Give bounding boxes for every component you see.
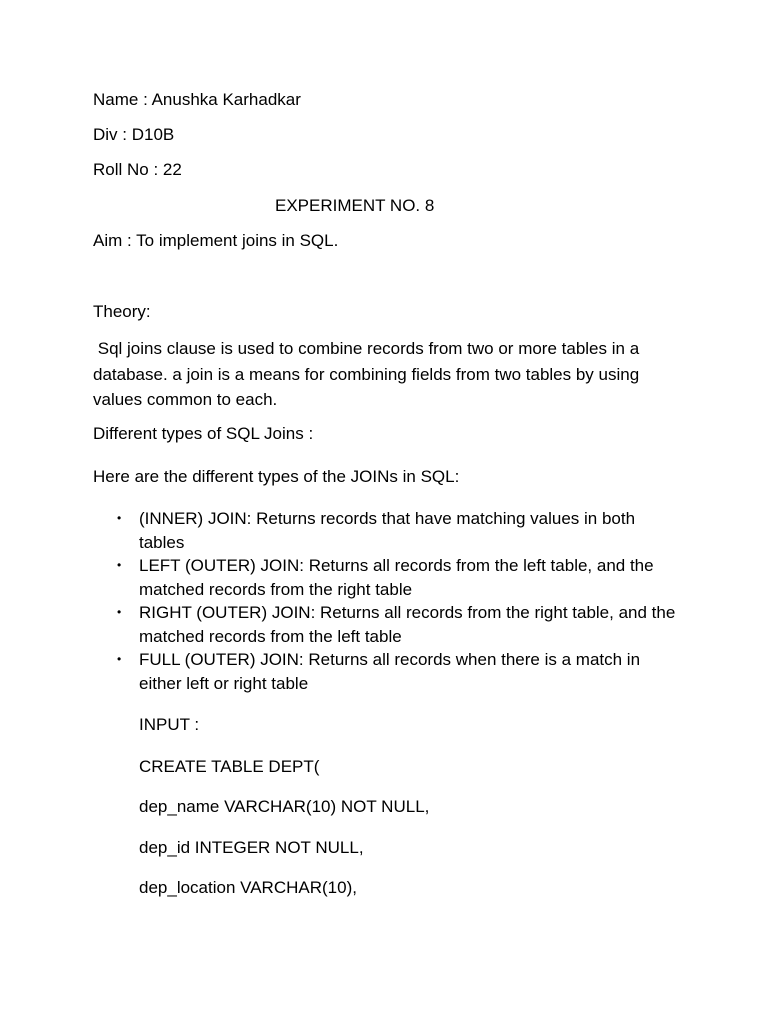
experiment-title: EXPERIMENT NO. 8 — [275, 196, 435, 215]
bullet-icon: • — [117, 511, 122, 525]
join-description: FULL (OUTER) JOIN: Returns all records when there is a match in either left or right table — [139, 650, 641, 693]
theory-heading: Theory: — [93, 302, 151, 321]
join-description: (INNER) JOIN: Returns records that have matching values in both tables — [139, 509, 636, 552]
list-item — [93, 554, 683, 601]
roll-number: Roll No : 22 — [93, 160, 182, 179]
join-description: RIGHT (OUTER) JOIN: Returns all records from the right table, and the matched records from the left table — [139, 603, 676, 646]
join-description: LEFT (OUTER) JOIN: Returns all records from the left table, and the matched records from the right table — [139, 556, 654, 599]
aim-line: Aim : To implement joins in SQL. — [93, 231, 339, 250]
code-line: dep_name VARCHAR(10) NOT NULL, — [139, 797, 430, 816]
join-types-intro: Here are the different types of the JOINs in SQL: — [93, 467, 460, 486]
bullet-icon: • — [117, 652, 122, 666]
list-item — [93, 507, 683, 554]
join-types-list — [93, 507, 683, 695]
bullet-icon: • — [117, 605, 122, 619]
bullet-icon: • — [117, 558, 122, 572]
list-item — [93, 648, 683, 695]
code-line: dep_id INTEGER NOT NULL, — [139, 838, 364, 857]
list-item — [93, 601, 683, 648]
input-label: INPUT : — [139, 715, 200, 734]
code-line: dep_location VARCHAR(10), — [139, 878, 357, 897]
code-line: CREATE TABLE DEPT( — [139, 757, 320, 776]
student-name: Name : Anushka Karhadkar — [93, 90, 301, 109]
theory-paragraph: Sql joins clause is used to combine records from two or more tables in a database. a join is a means for combining fields from two tables by using values common to each. — [93, 339, 644, 409]
join-types-heading: Different types of SQL Joins : — [93, 424, 314, 443]
student-division: Div : D10B — [93, 125, 175, 144]
